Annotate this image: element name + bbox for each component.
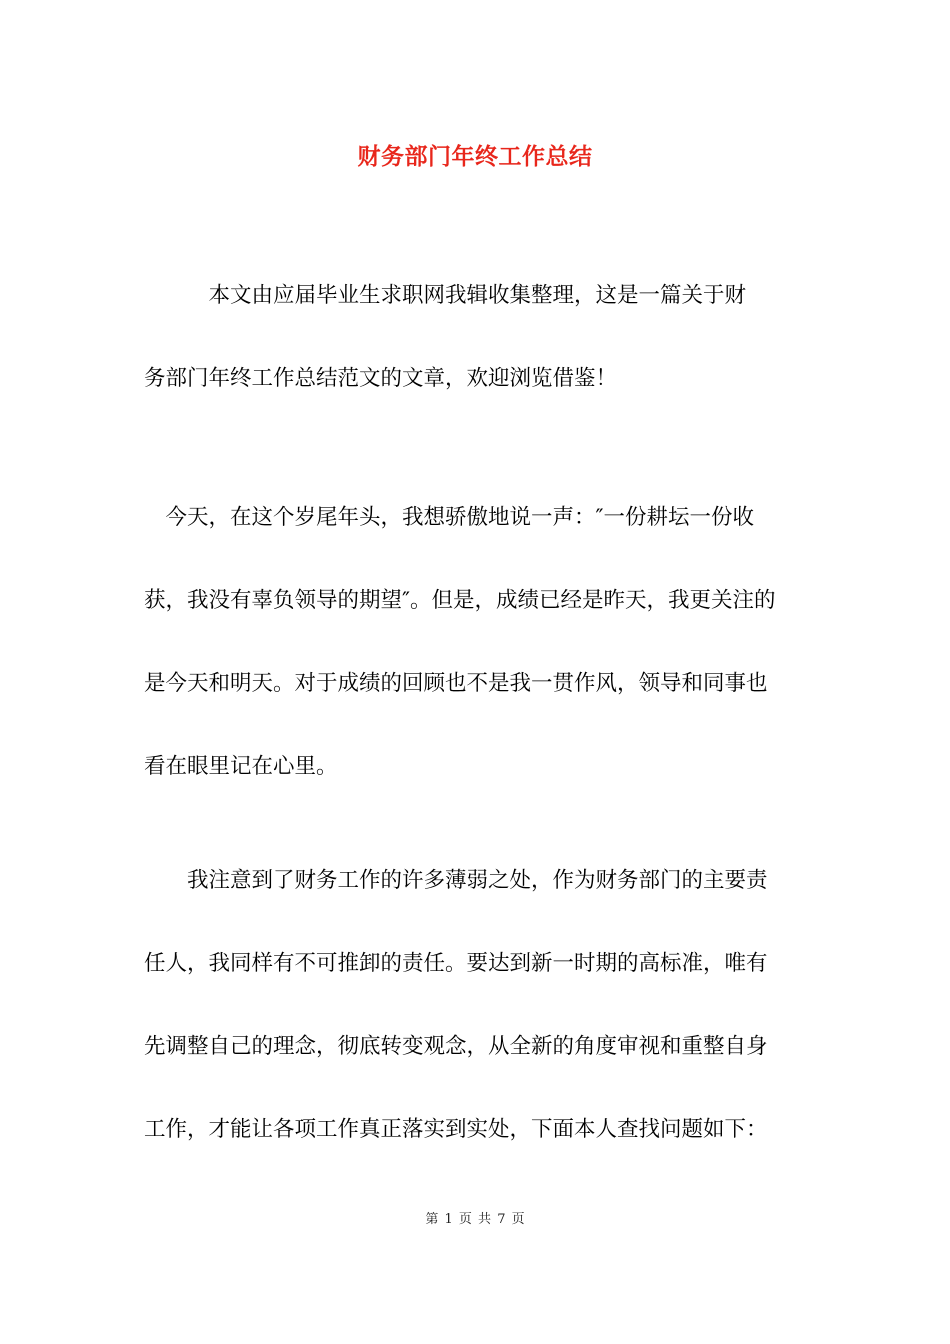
- paragraph-line: 本文由应届毕业生求职网我辑收集整理，这是一篇关于财: [144, 283, 747, 308]
- paragraph-line: 是今天和明天。对于成绩的回顾也不是我一贯作风，领导和同事也: [144, 671, 768, 696]
- paragraph-line: 我注意到了财务工作的许多薄弱之处，作为财务部门的主要责: [144, 868, 768, 893]
- paragraph-line: 今天，在这个岁尾年头，我想骄傲地说一声：″一份耕坛一份收: [144, 505, 755, 530]
- paragraph-line: 务部门年终工作总结范文的文章，欢迎浏览借鉴！: [144, 366, 618, 391]
- paragraph-line: 获，我没有辜负领导的期望″。但是，成绩已经是昨天，我更关注的: [144, 588, 776, 613]
- paragraph-line: 看在眼里记在心里。: [144, 754, 338, 779]
- page-number-footer: 第 1 页 共 7 页: [425, 1212, 525, 1227]
- paragraph-intro: [144, 254, 808, 420]
- paragraph-achievements: [144, 476, 808, 808]
- paragraph-line: 先调整自己的理念，彻底转变观念，从全新的角度审视和重整自身: [144, 1034, 768, 1059]
- paragraph-line: 任人，我同样有不可推卸的责任。要达到新一时期的高标准，唯有: [144, 951, 768, 976]
- paragraph-weaknesses: [144, 839, 808, 1171]
- page-title: 财务部门年终工作总结: [357, 143, 593, 170]
- paragraph-line: 工作，才能让各项工作真正落实到实处，下面本人查找问题如下：: [144, 1117, 768, 1142]
